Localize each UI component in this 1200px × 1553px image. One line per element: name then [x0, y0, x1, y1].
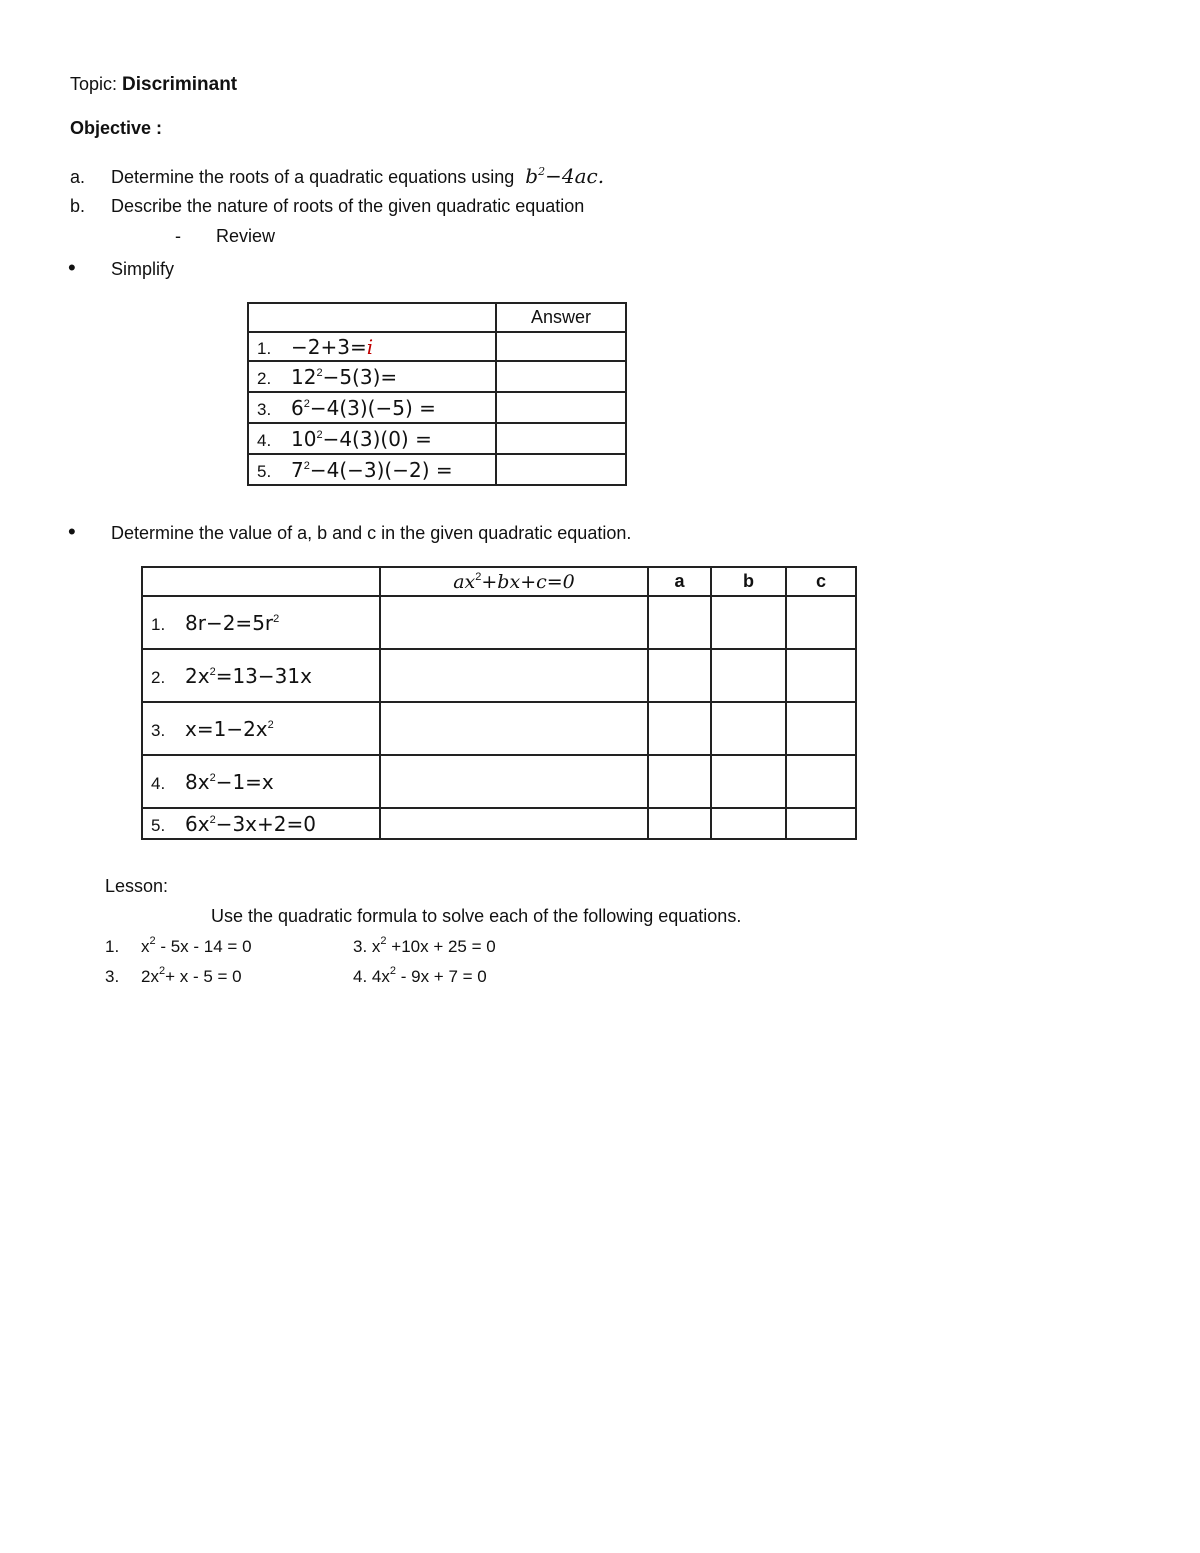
- table-row: [248, 423, 626, 454]
- topic-line: [70, 74, 237, 96]
- standard-form-cell[interactable]: [380, 702, 648, 755]
- table-row: [248, 361, 626, 392]
- review-line: [175, 226, 275, 247]
- a-cell[interactable]: [648, 596, 711, 649]
- table-row: [142, 702, 856, 755]
- lesson-label: Lesson:: [105, 876, 169, 896]
- simplify-problem-3: 3. $6^2-4(3)(-5)$ =: [248, 392, 496, 423]
- b-cell[interactable]: [711, 702, 786, 755]
- a-cell[interactable]: [648, 755, 711, 808]
- table-cell: [248, 303, 496, 332]
- lesson-problem-3: 3. $2x^2+ x - 5 = 0$: [105, 965, 242, 986]
- answer-cell[interactable]: [496, 423, 626, 454]
- standard-form-header: $ax^2+bx+c=0$: [380, 567, 648, 596]
- table-cell: [142, 567, 380, 596]
- c-cell[interactable]: [786, 702, 856, 755]
- standard-form-cell[interactable]: [380, 808, 648, 839]
- review-text: Review: [216, 226, 276, 246]
- header-a: a: [648, 567, 711, 596]
- a-cell[interactable]: [648, 808, 711, 839]
- c-cell[interactable]: [786, 596, 856, 649]
- simplify-line: [68, 255, 174, 281]
- lesson-instruction: Use the quadratic formula to solve each of the following equations.: [211, 906, 742, 926]
- table-row: [248, 454, 626, 485]
- c-cell[interactable]: [786, 808, 856, 839]
- answer-header: Answer: [496, 303, 626, 332]
- simplify-label: Simplify: [111, 259, 175, 279]
- c-cell[interactable]: [786, 649, 856, 702]
- table-row: [248, 392, 626, 423]
- table-row: [142, 649, 856, 702]
- b-cell[interactable]: [711, 755, 786, 808]
- standard-form-cell[interactable]: [380, 649, 648, 702]
- simplify-problem-5: 5. $7^2-4(-3)(-2)$ =: [248, 454, 496, 485]
- table-row: [142, 596, 856, 649]
- b-cell[interactable]: [711, 596, 786, 649]
- review-dash: -: [175, 226, 181, 246]
- header-b: b: [711, 567, 786, 596]
- answer-cell[interactable]: [496, 332, 626, 361]
- simplify-problem-4: 4. $10^2-4(3)(0)$ =: [248, 423, 496, 454]
- a-cell[interactable]: [648, 702, 711, 755]
- table-row: [142, 567, 856, 596]
- objective-marker-a: a.: [70, 167, 86, 187]
- lesson-problem-4: 4. $4x^2 - 9x + 7 = 0$: [353, 965, 487, 986]
- standard-form-cell[interactable]: [380, 596, 648, 649]
- answer-cell[interactable]: [496, 361, 626, 392]
- lesson-problem-1: 1. $x^2 - 5x - 14 = 0$: [105, 935, 252, 956]
- answer-cell[interactable]: [496, 454, 626, 485]
- equation-3: 3. $x=1-2x^2$: [142, 702, 380, 755]
- table-row: [142, 808, 856, 839]
- determine-label: Determine the value of a, b and c in the given quadratic equation.: [111, 523, 632, 543]
- objective-text-b: Describe the nature of roots of the given quadratic equation: [111, 196, 585, 216]
- topic-value: Discriminant: [122, 74, 238, 95]
- determine-line: [68, 519, 631, 545]
- answer-cell[interactable]: [496, 392, 626, 423]
- coefficients-table: [141, 566, 857, 840]
- header-c: c: [786, 567, 856, 596]
- standard-form-cell[interactable]: [380, 755, 648, 808]
- table-row: [248, 303, 626, 332]
- objective-heading: Objective :: [70, 118, 163, 138]
- objective-marker-b: b.: [70, 196, 86, 216]
- simplify-problem-2: 2. $12^2-5(3)=$: [248, 361, 496, 392]
- objective-item-a: [70, 164, 604, 188]
- a-cell[interactable]: [648, 649, 711, 702]
- objective-item-b: [70, 196, 584, 217]
- table-row: [142, 755, 856, 808]
- simplify-problem-1: 1. −2+3=i: [248, 332, 496, 361]
- lesson-problem-2: 3. $x^2 +10x + 25 = 0$: [353, 935, 496, 956]
- c-cell[interactable]: [786, 755, 856, 808]
- bullet-icon: •: [68, 255, 76, 280]
- equation-2: 2. $2x^2=13-31x$: [142, 649, 380, 702]
- objective-text-a: Determine the roots of a quadratic equations using: [111, 167, 515, 187]
- topic-label: Topic:: [70, 74, 118, 94]
- simplify-table: [247, 302, 627, 486]
- equation-1: 1. $8r-2=5r^2$: [142, 596, 380, 649]
- b-cell[interactable]: [711, 808, 786, 839]
- discriminant-formula: $b^2-4ac$.: [525, 164, 605, 188]
- equation-5: 5. $6x^2-3x+2=0$: [142, 808, 380, 839]
- equation-4: 4. $8x^2-1=x$: [142, 755, 380, 808]
- table-row: [248, 332, 626, 361]
- b-cell[interactable]: [711, 649, 786, 702]
- bullet-icon: •: [68, 519, 76, 544]
